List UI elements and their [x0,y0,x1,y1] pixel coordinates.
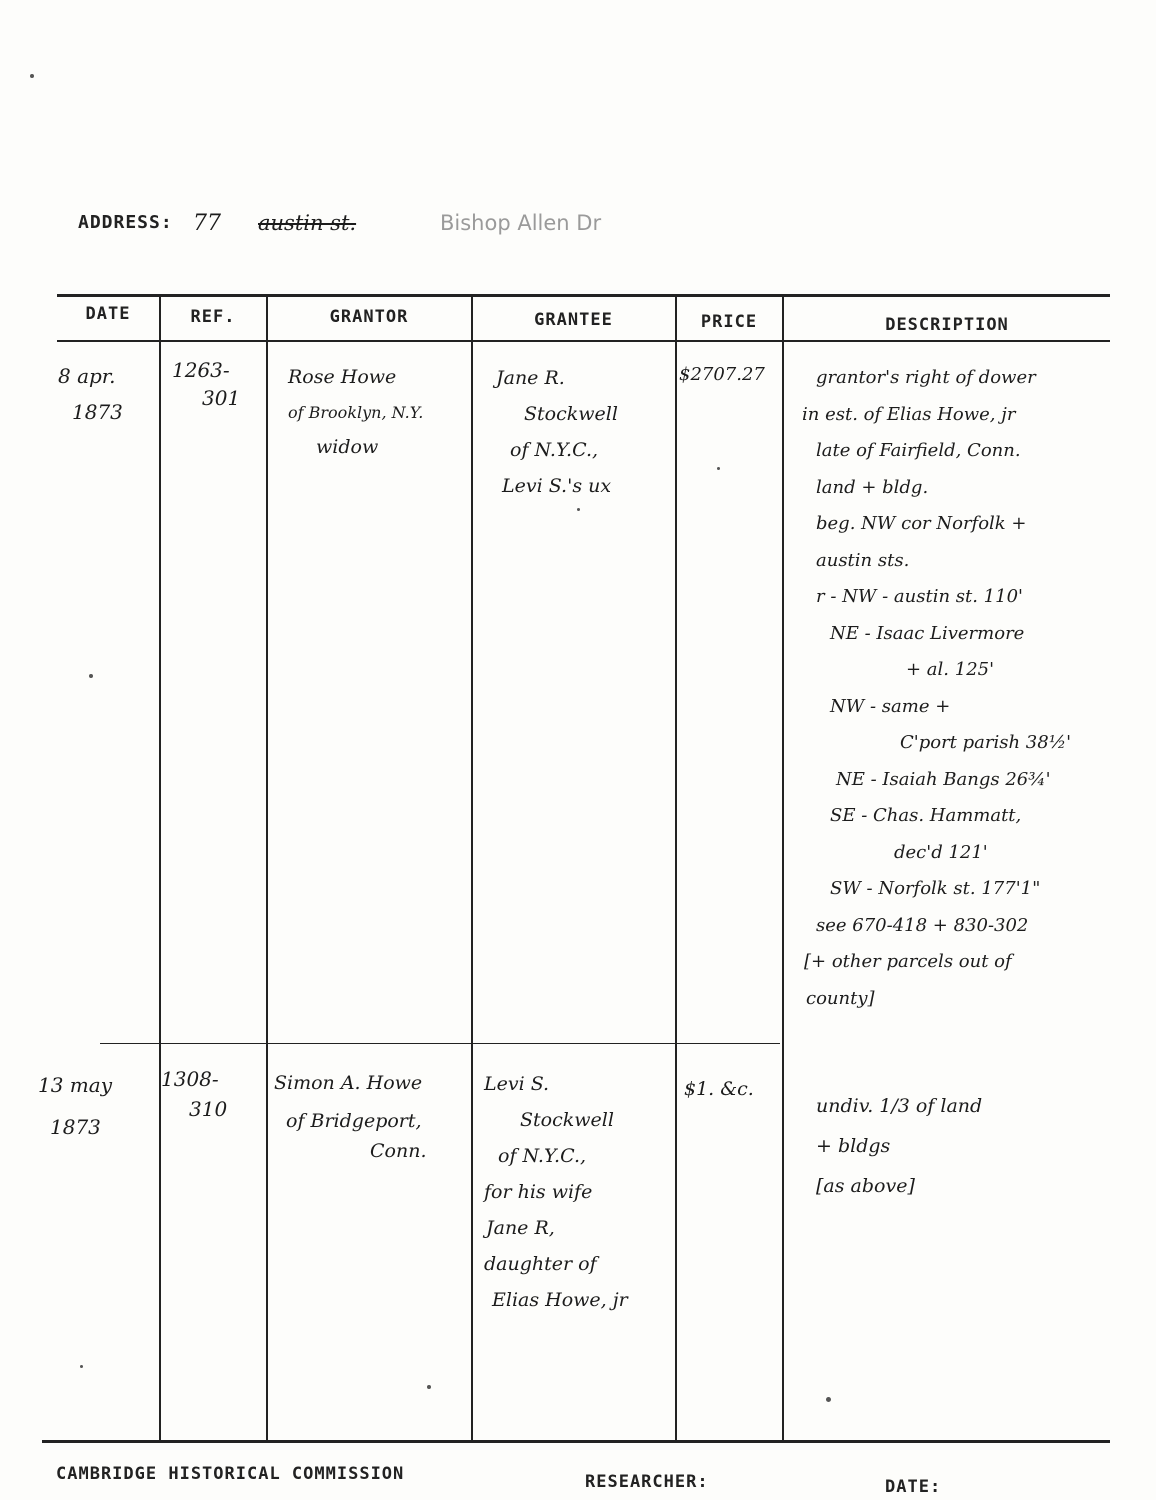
table-header-rule [57,340,1110,342]
entry-1-grantor-line-1: Rose Howe [288,366,397,388]
entry-2-ref [161,1064,227,1124]
address-number: 77 [193,211,221,236]
entry-1-desc-line-2: in est. of Elias Howe, jr [802,403,1016,425]
entry-1-description [798,360,1071,1017]
footer-date-label: DATE: [885,1477,942,1497]
address-pencil-street: Bishop Allen Dr [440,211,602,235]
address-label: ADDRESS: [78,212,173,233]
column-divider-grantee-price [675,296,677,1441]
entry-1-desc-line-10: NW - same + [830,695,951,717]
entry-1-desc-line-4: land + bldg. [816,476,929,498]
table-bottom-rule [42,1440,1110,1443]
entry-1-price [679,364,765,385]
header-grantee: GRANTEE [534,310,613,330]
entry-2-desc-line-3: [as above] [816,1175,915,1197]
entry-1-desc-line-18: county] [806,987,875,1009]
entry-1-ref [172,356,240,412]
entry-1-date-line-2: 1873 [72,400,123,424]
entry-2-grantee-line-3: of N.Y.C., [498,1145,587,1167]
scan-speck [577,508,580,511]
entry-2-description [816,1086,982,1206]
scan-speck [80,1365,83,1368]
entry-2-grantee-line-1: Levi S. [484,1073,550,1095]
entry-1-desc-line-7: r - NW - austin st. 110' [816,586,1023,607]
entry-1-grantee-line-3: of N.Y.C., [510,439,599,461]
entry-1-date-line-1: 8 apr. [58,364,116,388]
entry-2-ref-line-2: 310 [189,1097,228,1121]
header-description: DESCRIPTION [885,315,1009,335]
entry-2-desc-line-1: undiv. 1/3 of land [816,1095,983,1117]
column-divider-price-description [782,296,784,1441]
address-struck-street: austin st. [258,211,357,235]
entry-1-desc-line-1: grantor's right of dower [816,367,1036,388]
entry-1-desc-line-8: NE - Isaac Livermore [830,622,1025,644]
scan-speck [717,467,720,470]
entry-1-grantor-line-3: widow [316,436,379,458]
column-divider-ref-grantor [266,296,268,1441]
entry-2-grantor-line-3: Conn. [370,1140,427,1162]
entry-2-grantee-line-4: for his wife [484,1181,593,1203]
entry-2-date [38,1064,112,1148]
footer-commission: CAMBRIDGE HISTORICAL COMMISSION [56,1464,405,1484]
entry-1-desc-line-13: SE - Chas. Hammatt, [830,805,1022,826]
entry-1-desc-line-9: + al. 125' [906,659,995,680]
entry-2-grantee-line-5: Jane R, [486,1217,555,1239]
table-top-rule [57,294,1110,297]
entry-1-desc-line-6: austin sts. [816,549,910,571]
entry-2-date-line-2: 1873 [50,1115,101,1139]
entry-1-ref-line-1: 1263- [172,358,230,382]
scan-speck [89,674,93,678]
entry-1-grantee-line-4: Levi S.'s ux [502,475,612,497]
column-divider-grantor-grantee [471,296,473,1441]
header-grantor: GRANTOR [329,307,409,327]
entry-1-price-value: $2707.27 [679,364,765,385]
entry-2-ref-line-1: 1308- [161,1067,219,1091]
entry-1-desc-line-15: SW - Norfolk st. 177'1" [830,878,1041,899]
entry-2-date-line-1: 13 may [38,1073,112,1097]
entry-1-desc-line-12: NE - Isaiah Bangs 26¾' [836,768,1051,790]
header-date: DATE [85,304,131,324]
entry-1-desc-line-16: see 670-418 + 830-302 [816,914,1029,936]
entry-1-date [58,358,123,430]
entry-1-grantee [496,360,618,504]
entry-2-grantee [484,1066,628,1318]
entry-1-grantor-line-2: of Brooklyn, N.Y. [288,403,424,422]
entry-2-grantor-line-1: Simon A. Howe [274,1072,423,1094]
entry-2-price [684,1078,754,1100]
entry-separator-rule [100,1043,780,1044]
entry-1-desc-line-17: [+ other parcels out of [804,951,1012,972]
entry-2-grantee-line-6: daughter of [484,1253,597,1275]
entry-2-price-value: $1. &c. [684,1078,754,1100]
entry-2-grantee-line-2: Stockwell [520,1109,614,1131]
scan-speck [826,1397,831,1402]
entry-1-desc-line-5: beg. NW cor Norfolk + [816,513,1027,534]
entry-1-grantee-line-2: Stockwell [524,403,618,425]
scan-speck [30,74,34,78]
entry-2-desc-line-2: + bldgs [816,1135,891,1157]
entry-2-grantor-line-2: of Bridgeport, [286,1110,422,1132]
entry-1-grantor [288,360,423,465]
entry-2-grantor [274,1064,427,1162]
column-divider-date-ref [159,296,161,1441]
entry-1-grantee-line-1: Jane R. [496,367,565,389]
entry-1-desc-line-14: dec'd 121' [894,841,988,863]
scan-speck [427,1385,431,1389]
footer-researcher-label: RESEARCHER: [585,1472,709,1492]
entry-2-grantee-line-7: Elias Howe, jr [492,1289,628,1311]
entry-1-desc-line-11: C'port parish 38½' [900,732,1072,753]
entry-1-desc-line-3: late of Fairfield, Conn. [816,440,1021,461]
entry-1-ref-line-2: 301 [202,386,241,410]
header-price: PRICE [700,312,758,332]
header-ref: REF. [190,307,236,327]
